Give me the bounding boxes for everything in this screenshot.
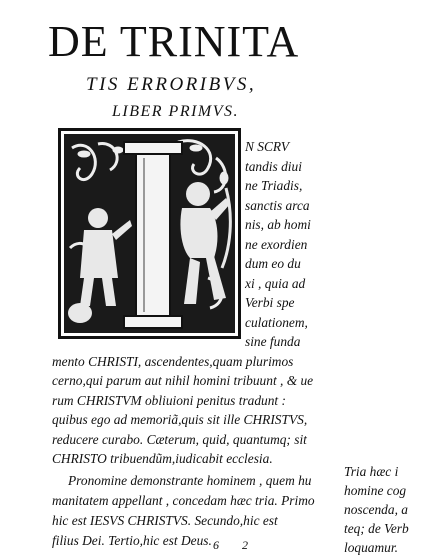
book-heading: LIBER PRIMVS. — [112, 103, 240, 120]
initial-text-line: sanctis arca — [245, 198, 310, 213]
initial-text-line: xi , quia ad — [245, 276, 306, 291]
body-line: hic est IESVS CHRISTVS. Secundo,hic est — [52, 513, 278, 528]
body-line: manitatem appellant , concedam hæc tria. Primo — [52, 493, 315, 508]
marginal-note-line: Tria hæc i — [344, 464, 399, 479]
body-line: reducere curabo. Cæterum, quid, quantumq; sit — [52, 432, 307, 447]
marginal-note-line: loquamur. — [344, 540, 398, 555]
body-line: rum CHRISTVM obliuioni penitus tradunt : — [52, 393, 286, 408]
initial-text-line: nis, ab homi — [245, 217, 311, 232]
body-line: mento CHRISTI, ascendentes,quam plurimos — [52, 354, 294, 369]
marginal-note-line: noscenda, a — [344, 502, 408, 517]
body-line: CHRISTO tribuendũm,iudicabit ecclesia. — [52, 451, 273, 466]
body-line: cerno,qui parum aut nihil homini tribuunt , & ue — [52, 373, 314, 388]
page-signature: 6 2 — [213, 538, 258, 552]
marginal-note-line: teq; de Verb — [344, 521, 409, 536]
marginal-note-line: homine cog — [344, 483, 407, 498]
body-line: filius Dei. Tertio,hic est Deus. — [52, 533, 212, 548]
initial-text-line: ne Triadis, — [245, 178, 303, 193]
initial-text-line: N SCRV — [245, 139, 290, 154]
body-line: quibus ego ad memoriã,quis sit ille CHRISTVS, — [52, 412, 308, 427]
initial-text-line: Verbi spe — [245, 295, 295, 310]
initial-text-line: sine funda — [245, 334, 301, 349]
initial-text-line: dum eo du — [245, 256, 301, 271]
title: DE TRINITA — [48, 17, 300, 66]
initial-text-line: culationem, — [245, 315, 308, 330]
subtitle: TIS ERRORIBVS, — [86, 74, 257, 95]
initial-text-line: ne exordien — [245, 237, 308, 252]
initial-text-line: tandis diui — [245, 159, 302, 174]
decorated-initial-woodcut — [58, 128, 241, 339]
body-line: Pronomine demonstrante hominem , quem hu — [68, 473, 312, 488]
